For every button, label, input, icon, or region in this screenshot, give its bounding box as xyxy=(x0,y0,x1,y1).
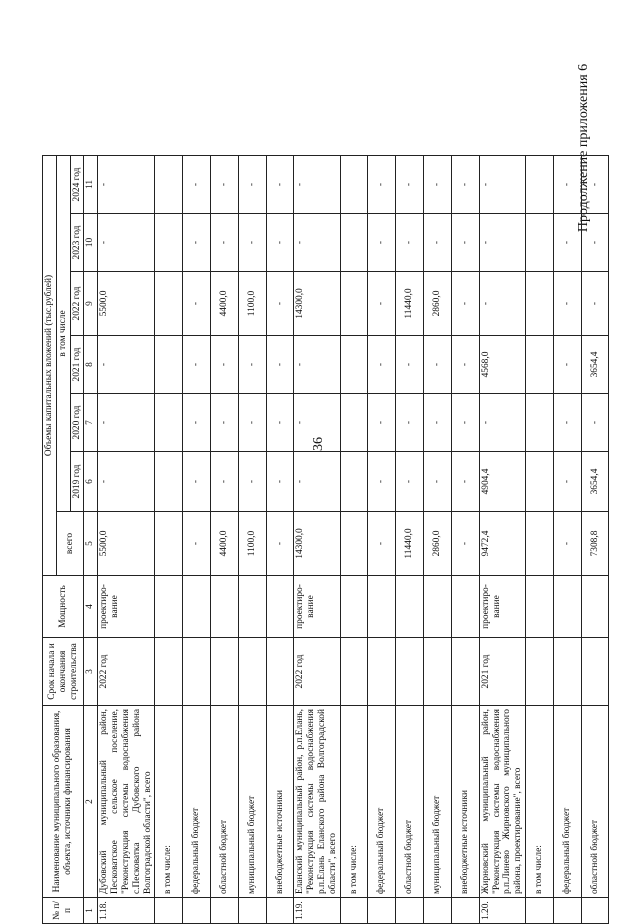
cell-y2019: 3654,4 xyxy=(581,452,609,512)
cell-no xyxy=(396,898,424,924)
cell-y2020: - xyxy=(396,394,424,452)
cell-power xyxy=(451,576,479,638)
cell-name: в том числе: xyxy=(340,706,368,898)
cell-y2020 xyxy=(340,394,368,452)
cell-name: областной бюджет xyxy=(210,706,238,898)
cell-total: 7308,8 xyxy=(581,512,609,576)
cell-total: - xyxy=(553,512,581,576)
cell-y2022: - xyxy=(451,272,479,336)
cell-y2021: - xyxy=(396,336,424,394)
cell-y2024: - xyxy=(553,155,581,213)
column-number: 3 xyxy=(84,638,98,706)
cell-y2020 xyxy=(525,394,553,452)
cell-y2019: - xyxy=(294,452,340,512)
cell-no xyxy=(368,898,396,924)
cell-power: проектиро-вание xyxy=(294,576,340,638)
cell-y2024 xyxy=(340,155,368,213)
cell-y2024: - xyxy=(183,155,211,213)
table-body xyxy=(98,155,609,923)
cell-power xyxy=(553,576,581,638)
cell-y2024 xyxy=(525,155,553,213)
cell-power xyxy=(210,576,238,638)
cell-no xyxy=(183,898,211,924)
cell-y2022: 11440,0 xyxy=(396,272,424,336)
cell-y2019: 4904,4 xyxy=(479,452,525,512)
cell-y2020: - xyxy=(424,394,452,452)
cell-y2024 xyxy=(155,155,183,213)
cell-y2021 xyxy=(525,336,553,394)
cell-total: 5500,0 xyxy=(98,512,155,576)
cell-no xyxy=(424,898,452,924)
cell-term: 2022 год xyxy=(294,638,340,706)
funding-source-row xyxy=(238,155,266,923)
cell-y2024: - xyxy=(451,155,479,213)
cell-y2022: - xyxy=(479,272,525,336)
cell-y2022: 2860,0 xyxy=(424,272,452,336)
column-number: 1 xyxy=(84,898,98,924)
appendix-caption: Продолжение приложения 6 xyxy=(576,63,592,233)
cell-y2022 xyxy=(340,272,368,336)
cell-term: 2021 год xyxy=(479,638,525,706)
cell-y2024: - xyxy=(396,155,424,213)
cell-no xyxy=(451,898,479,924)
cell-y2020: - xyxy=(266,394,294,452)
cell-no xyxy=(238,898,266,924)
column-number: 8 xyxy=(84,336,98,394)
cell-y2024: - xyxy=(98,155,155,213)
cell-term xyxy=(183,638,211,706)
column-number: 5 xyxy=(84,512,98,576)
cell-no xyxy=(155,898,183,924)
column-number: 11 xyxy=(84,155,98,213)
cell-y2023: - xyxy=(581,214,609,272)
cell-y2024: - xyxy=(581,155,609,213)
cell-y2023: - xyxy=(553,214,581,272)
rotated-table-wrapper xyxy=(42,156,600,924)
cell-name: областной бюджет xyxy=(396,706,424,898)
cell-y2021: - xyxy=(183,336,211,394)
column-number: 2 xyxy=(84,706,98,898)
cell-y2019: - xyxy=(266,452,294,512)
cell-y2019: - xyxy=(183,452,211,512)
cell-y2020: - xyxy=(581,394,609,452)
cell-y2024: - xyxy=(368,155,396,213)
funding-source-row xyxy=(553,155,581,923)
cell-y2021: - xyxy=(238,336,266,394)
cell-y2019: - xyxy=(553,452,581,512)
cell-name: муниципальный бюджет xyxy=(424,706,452,898)
cell-no: 1.18. xyxy=(98,898,155,924)
cell-y2019: - xyxy=(451,452,479,512)
cell-power xyxy=(424,576,452,638)
cell-term xyxy=(155,638,183,706)
cell-y2019: - xyxy=(368,452,396,512)
cell-power: проектиро-вание xyxy=(479,576,525,638)
header-year: 2022 год xyxy=(70,272,84,336)
cell-y2019: - xyxy=(424,452,452,512)
cell-no xyxy=(266,898,294,924)
cell-y2023 xyxy=(525,214,553,272)
funding-source-row xyxy=(451,155,479,923)
cell-term xyxy=(451,638,479,706)
cell-y2022: 1100,0 xyxy=(238,272,266,336)
cell-y2020: - xyxy=(368,394,396,452)
cell-no xyxy=(340,898,368,924)
cell-y2020: - xyxy=(451,394,479,452)
header-no: № п/п xyxy=(43,898,84,924)
cell-y2019: - xyxy=(396,452,424,512)
cell-term xyxy=(553,638,581,706)
cell-total: 9472,4 xyxy=(479,512,525,576)
funding-source-row xyxy=(396,155,424,923)
cell-y2019 xyxy=(340,452,368,512)
cell-term xyxy=(210,638,238,706)
cell-y2023: - xyxy=(238,214,266,272)
cell-y2024: - xyxy=(424,155,452,213)
cell-y2021: - xyxy=(451,336,479,394)
cell-y2021: - xyxy=(210,336,238,394)
cell-y2023: - xyxy=(424,214,452,272)
cell-power xyxy=(155,576,183,638)
column-number: 4 xyxy=(84,576,98,638)
cell-term xyxy=(266,638,294,706)
cell-y2023: - xyxy=(368,214,396,272)
cell-y2022: - xyxy=(581,272,609,336)
object-row xyxy=(479,155,525,923)
cell-y2022 xyxy=(525,272,553,336)
cell-term xyxy=(581,638,609,706)
cell-y2021: 3654,4 xyxy=(581,336,609,394)
column-number: 7 xyxy=(84,394,98,452)
cell-total: 14300,0 xyxy=(294,512,340,576)
cell-term xyxy=(396,638,424,706)
cell-y2022: 5500,0 xyxy=(98,272,155,336)
cell-y2023: - xyxy=(98,214,155,272)
funding-source-row xyxy=(210,155,238,923)
cell-y2023: - xyxy=(266,214,294,272)
funding-source-row xyxy=(340,155,368,923)
object-row xyxy=(98,155,155,923)
cell-y2019: - xyxy=(210,452,238,512)
page-number: 36 xyxy=(311,437,326,451)
cell-power xyxy=(266,576,294,638)
cell-no xyxy=(553,898,581,924)
cell-y2024: - xyxy=(266,155,294,213)
cell-name: федеральный бюджет xyxy=(183,706,211,898)
cell-total: - xyxy=(368,512,396,576)
funding-source-row xyxy=(368,155,396,923)
cell-power xyxy=(340,576,368,638)
cell-total: 11440,0 xyxy=(396,512,424,576)
header-year: 2020 год xyxy=(70,394,84,452)
cell-name: федеральный бюджет xyxy=(553,706,581,898)
cell-y2023 xyxy=(340,214,368,272)
cell-name: федеральный бюджет xyxy=(368,706,396,898)
cell-name: Дубовский муниципальный район, Песковатское сельское поселение, "Реконструкция системы водоснабжения с.Песковатка Дубовского района Волгоградской области", всего xyxy=(98,706,155,898)
cell-y2022: - xyxy=(266,272,294,336)
cell-y2024: - xyxy=(238,155,266,213)
cell-name: в том числе: xyxy=(525,706,553,898)
cell-y2020: - xyxy=(553,394,581,452)
cell-total: 2860,0 xyxy=(424,512,452,576)
cell-no xyxy=(210,898,238,924)
cell-total: - xyxy=(266,512,294,576)
cell-y2021: - xyxy=(294,336,340,394)
header-year: 2021 год xyxy=(70,336,84,394)
cell-power xyxy=(525,576,553,638)
cell-name: внебюджетные источники xyxy=(451,706,479,898)
header-volumes: Объемы капитальных вложений (тыс.рублей) xyxy=(43,155,57,575)
table-header xyxy=(43,155,98,923)
cell-y2020: - xyxy=(294,394,340,452)
cell-y2022: - xyxy=(183,272,211,336)
cell-y2020: - xyxy=(183,394,211,452)
cell-name: областной бюджет xyxy=(581,706,609,898)
cell-power xyxy=(183,576,211,638)
cell-y2022: 14300,0 xyxy=(294,272,340,336)
header-term: Срок начала и окончания строительства xyxy=(43,638,84,706)
cell-power xyxy=(581,576,609,638)
header-name: Наименование муниципального образования, объекта, источники финансирования xyxy=(43,706,84,898)
cell-y2020: - xyxy=(98,394,155,452)
cell-y2021: - xyxy=(553,336,581,394)
cell-y2024: - xyxy=(479,155,525,213)
cell-y2019: - xyxy=(238,452,266,512)
cell-name: в том числе: xyxy=(155,706,183,898)
cell-total: - xyxy=(183,512,211,576)
column-number: 9 xyxy=(84,272,98,336)
cell-no xyxy=(581,898,609,924)
cell-total xyxy=(155,512,183,576)
column-number: 6 xyxy=(84,452,98,512)
cell-power xyxy=(368,576,396,638)
object-row xyxy=(294,155,340,923)
header-total: всего xyxy=(56,512,84,576)
cell-term xyxy=(368,638,396,706)
cell-y2021: - xyxy=(98,336,155,394)
header-year: 2024 год xyxy=(70,155,84,213)
column-number: 10 xyxy=(84,214,98,272)
cell-y2021: - xyxy=(368,336,396,394)
cell-y2023: - xyxy=(396,214,424,272)
cell-y2022: - xyxy=(368,272,396,336)
cell-total: - xyxy=(451,512,479,576)
cell-y2020: - xyxy=(210,394,238,452)
cell-total: 1100,0 xyxy=(238,512,266,576)
cell-power xyxy=(238,576,266,638)
cell-term xyxy=(525,638,553,706)
cell-y2020: - xyxy=(238,394,266,452)
cell-y2021: - xyxy=(424,336,452,394)
cell-y2020 xyxy=(155,394,183,452)
cell-term xyxy=(340,638,368,706)
funding-source-row xyxy=(581,155,609,923)
cell-no xyxy=(525,898,553,924)
cell-total xyxy=(340,512,368,576)
cell-total xyxy=(525,512,553,576)
cell-name: муниципальный бюджет xyxy=(238,706,266,898)
cell-y2024: - xyxy=(294,155,340,213)
cell-y2023: - xyxy=(479,214,525,272)
funding-source-row xyxy=(424,155,452,923)
header-power: Мощность xyxy=(43,576,84,638)
cell-y2023: - xyxy=(183,214,211,272)
cell-y2020: - xyxy=(479,394,525,452)
cell-power xyxy=(396,576,424,638)
funding-source-row xyxy=(525,155,553,923)
cell-name: внебюджетные источники xyxy=(266,706,294,898)
cell-y2021: 4568,0 xyxy=(479,336,525,394)
funding-source-row xyxy=(183,155,211,923)
header-year: 2023 год xyxy=(70,214,84,272)
cell-name: Еланский муниципальный район, р.п.Елань, "Реконструкция системы водоснабжения р.п.Елань Еланского района Волгоградской области", всего xyxy=(294,706,340,898)
cell-y2024: - xyxy=(210,155,238,213)
capital-investment-table xyxy=(42,155,609,924)
cell-y2019 xyxy=(525,452,553,512)
header-including: в том числе xyxy=(56,155,70,511)
cell-y2023: - xyxy=(210,214,238,272)
funding-source-row xyxy=(155,155,183,923)
cell-term: 2022 год xyxy=(98,638,155,706)
cell-y2021 xyxy=(155,336,183,394)
cell-no: 1.20. xyxy=(479,898,525,924)
cell-term xyxy=(238,638,266,706)
header-year: 2019 год xyxy=(70,452,84,512)
cell-name: Жирновский муниципальный район, "Реконструкция системы водоснабжения р.п.Линево Жирновского муниципального района, проектирование", всего xyxy=(479,706,525,898)
cell-y2023 xyxy=(155,214,183,272)
cell-term xyxy=(424,638,452,706)
cell-y2022: 4400,0 xyxy=(210,272,238,336)
column-number-row xyxy=(84,155,98,923)
cell-y2021 xyxy=(340,336,368,394)
cell-no: 1.19. xyxy=(294,898,340,924)
cell-y2019 xyxy=(155,452,183,512)
cell-y2022: - xyxy=(553,272,581,336)
cell-y2019: - xyxy=(98,452,155,512)
cell-total: 4400,0 xyxy=(210,512,238,576)
cell-y2022 xyxy=(155,272,183,336)
cell-power: проектиро-вание xyxy=(98,576,155,638)
cell-y2023: - xyxy=(294,214,340,272)
cell-y2023: - xyxy=(451,214,479,272)
funding-source-row xyxy=(266,155,294,923)
cell-y2021: - xyxy=(266,336,294,394)
